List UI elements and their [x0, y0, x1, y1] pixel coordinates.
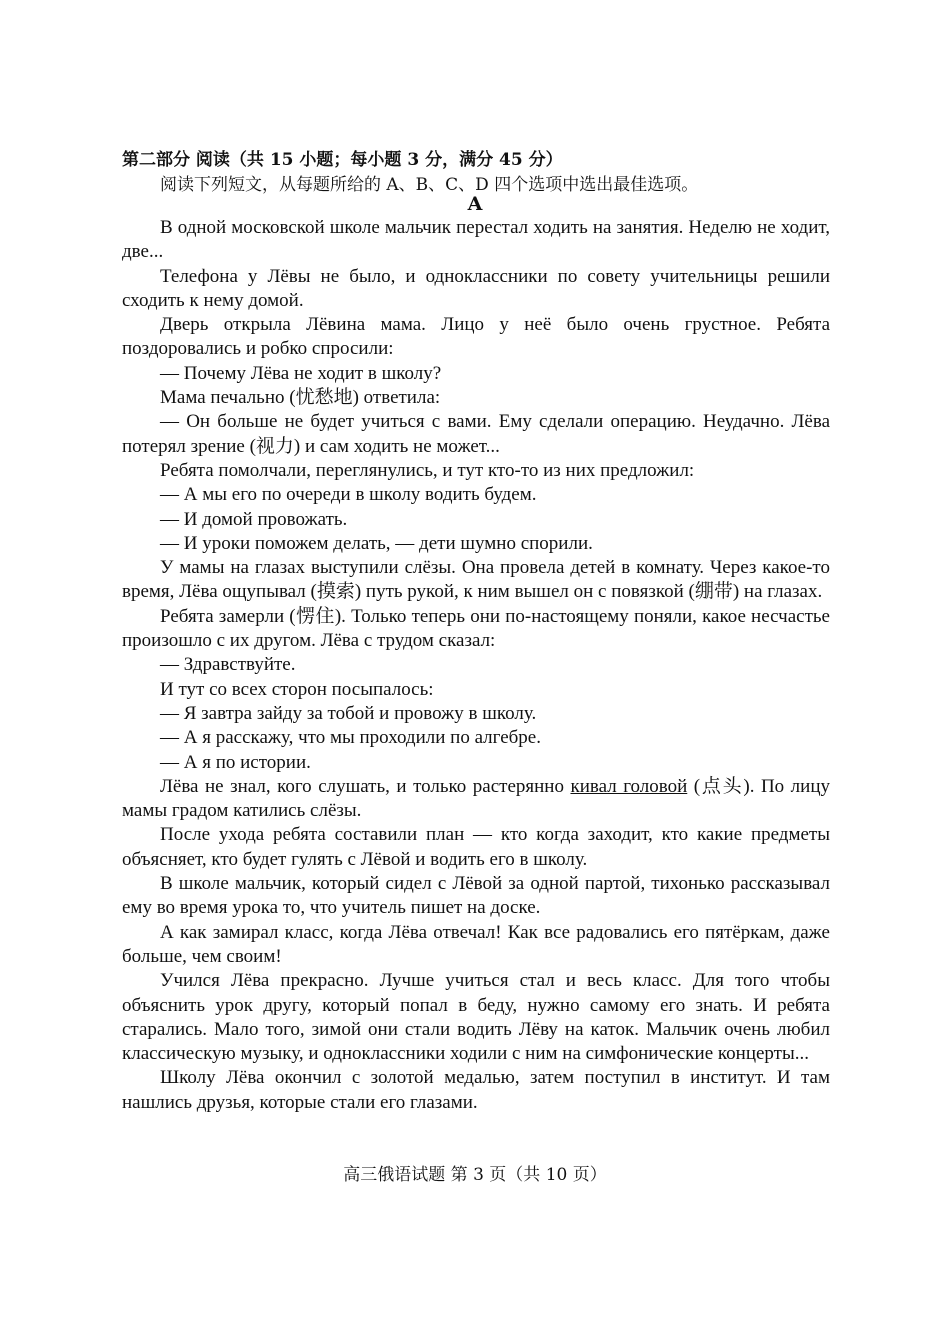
paragraph: В одной московской школе мальчик перестал ходить на занятия. Неделю не ходит, две...	[122, 217, 830, 263]
dialogue-line: — А я расскажу, что мы проходили по алгебре.	[160, 727, 541, 749]
underlined-phrase: кивал головой	[570, 775, 688, 797]
instruction-text: 阅读下列短文，从每题所给的 A、B、C、D 四个选项中选出最佳选项。	[160, 175, 699, 195]
dialogue-line: — И домой провожать.	[160, 508, 348, 530]
paragraph-text: (点头). По лицу мамы градом катились слёзы.	[122, 775, 830, 822]
paragraph: Школу Лёва окончил с золотой медалью, затем поступил в институт. И там нашлись друзья, которые стали его глазами.	[122, 1067, 830, 1113]
paragraph-text: Лёва не знал, кого слушать, и только растерянно	[160, 775, 571, 797]
paragraph: После ухода ребята составили план — кто когда заходит, кто какие предметы объясняет, кто будет гулять с Лёвой и водить его в школу.	[122, 824, 830, 870]
paragraph: И тут со всех сторон посыпалось:	[160, 678, 434, 700]
section-letter: A	[467, 193, 483, 215]
paragraph: А как замирал класс, когда Лёва отвечал! Как все радовались его пятёркам, даже больше, чем своим!	[122, 921, 830, 967]
dialogue-line: — И уроки поможем делать, — дети шумно спорили.	[160, 532, 593, 554]
paragraph: У мамы на глазах выступили слёзы. Она провела детей в комнату. Через какое-то время, Лёва ощупывал (摸索) путь рукой, к ним вышел он с повязкой (绷带) на глазах.	[122, 557, 830, 603]
paragraph: Учился Лёва прекрасно. Лучше учиться стал и весь класс. Для того чтобы объяснить урок другу, который попал в беду, нужно самому его знать. И ребята старались. Мало того, зимой они стали водить Лёву на каток. Мальчик очень любил классическую музыку, и одноклассники ходили с ним на симфонические концерты...	[122, 970, 830, 1065]
paragraph: Телефона у Лёвы не было, и одноклассники по совету учительницы решили сходить к нему домой.	[122, 265, 830, 311]
paragraph: Ребята замерли (愣住). Только теперь они по-настоящему поняли, какое несчастье произошло с их другом. Лёва с трудом сказал:	[122, 605, 830, 652]
reading-passage	[122, 216, 830, 1115]
paragraph: Ребята помолчали, переглянулись, и тут кто-то из них предложил:	[160, 459, 695, 481]
paragraph: Дверь открыла Лёвина мама. Лицо у неё было очень грустное. Ребята поздоровались и робко спросили:	[122, 314, 830, 360]
dialogue-line: — Он больше не будет учиться с вами. Ему сделали операцию. Неудачно. Лёва потерял зрение (视力) и сам ходить не может...	[122, 411, 830, 457]
part-title: 第二部分 阅读（共 15 小题；每小题 3 分，满分 45 分）	[122, 150, 563, 170]
paragraph: Мама печально (忧愁地) ответила:	[160, 387, 441, 409]
paragraph: В школе мальчик, который сидел с Лёвой за одной партой, тихонько рассказывал ему во время урока то, что учитель пишет на доске.	[122, 873, 830, 919]
dialogue-line: — Почему Лёва не ходит в школу?	[160, 362, 442, 384]
dialogue-line: — А мы его по очереди в школу водить будем.	[160, 484, 537, 506]
page-footer: 高三俄语试题 第 3 页（共 10 页）	[343, 1165, 607, 1185]
paragraph	[122, 775, 830, 824]
dialogue-line: — А я по истории.	[160, 751, 311, 773]
dialogue-line: — Здравствуйте.	[160, 654, 296, 676]
dialogue-line: — Я завтра зайду за тобой и провожу в школу.	[160, 702, 537, 724]
